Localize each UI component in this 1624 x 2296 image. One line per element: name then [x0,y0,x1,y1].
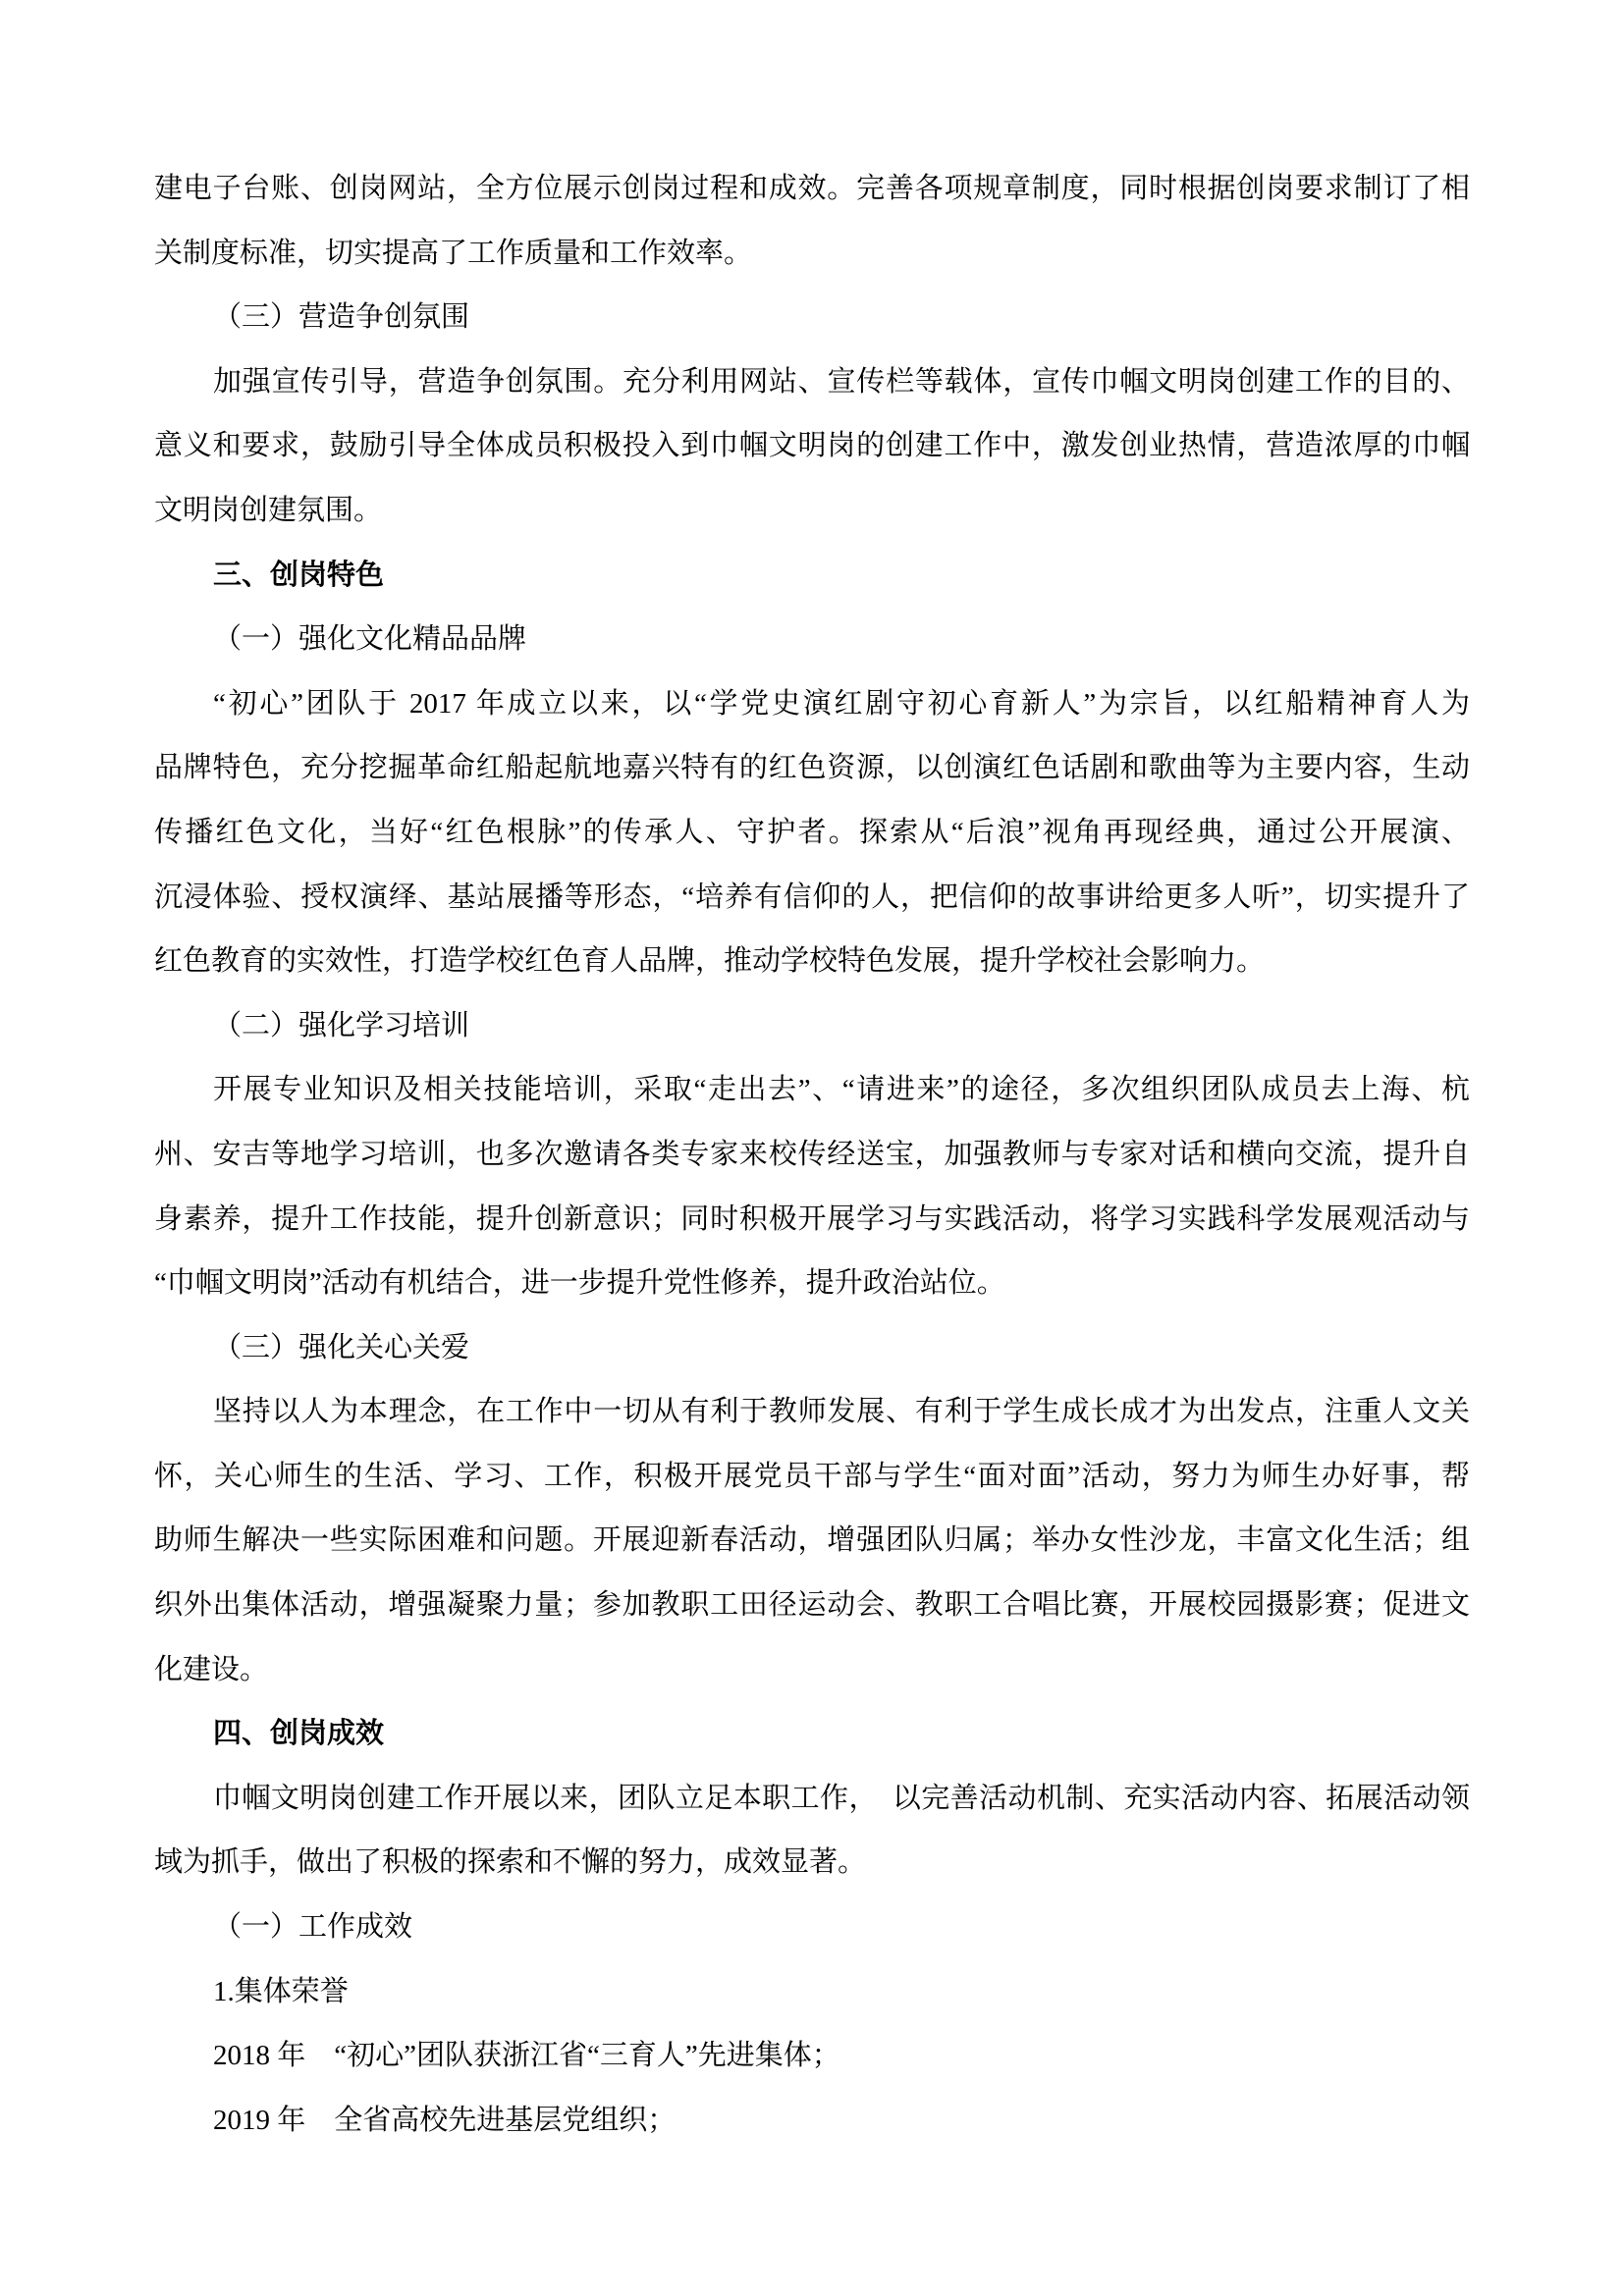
text-line: 2019 年 全省高校先进基层党组织； [213,2104,677,2136]
text-line: 巾帼文明岗创建工作开展以来，团队立足本职工作， 以完善活动机制、充实活动内容、拓展活动领 [213,1782,1470,1814]
text-line: （二）强化学习培训 [213,1009,470,1041]
text-line: 织外出集体活动，增强凝聚力量；参加教职工田径运动会、教职工合唱比赛，开展校园摄影赛；促进文 [154,1589,1470,1622]
text-line: 加强宣传引导，营造争创氛围。充分利用网站、宣传栏等载体，宣传巾帼文明岗创建工作的目的、 [213,365,1470,398]
text-line: 沉浸体验、授权演绎、基站展播等形态，“培养有信仰的人，把信仰的故事讲给更多人听”，切实提升了 [154,881,1470,913]
text-line: 品牌特色，充分挖掘革命红船起航地嘉兴特有的红色资源，以创演红色话剧和歌曲等为主要内容，生动 [154,752,1470,784]
text-line: （一）工作成效 [213,1911,413,1944]
text-line: 意义和要求，鼓励引导全体成员积极投入到巾帼文明岗的创建工作中，激发创业热情，营造浓厚的巾帼 [154,430,1470,462]
text-line: 三、创岗特色 [213,559,385,591]
text-line: 化建设。 [154,1653,269,1685]
text-line: 四、创岗成效 [213,1718,385,1750]
text-line: 州、安吉等地学习培训，也多次邀请各类专家来校传经送宝，加强教师与专家对话和横向交流，提升自 [154,1138,1470,1170]
text-line: （三）营造争创氛围 [213,301,470,334]
text-line: 开展专业知识及相关技能培训，采取“走出去”、“请进来”的途径，多次组织团队成员去上海、杭 [213,1074,1470,1106]
text-line: 传播红色文化，当好“红色根脉”的传承人、守护者。探索从“后浪”视角再现经典，通过公开展演、 [154,816,1470,848]
text-line: “初心”团队于 2017 年成立以来，以“学党史演红剧守初心育新人”为宗旨，以红船精神育人为 [213,687,1470,720]
text-line: 怀，关心师生的生活、学习、工作，积极开展党员干部与学生“面对面”活动，努力为师生办好事，帮 [154,1460,1470,1492]
text-line: （三）强化关心关爱 [213,1331,470,1363]
text-line: 域为抓手，做出了积极的探索和不懈的努力，成效显著。 [154,1846,867,1879]
text-line: 助师生解决一些实际困难和问题。开展迎新春活动，增强团队归属；举办女性沙龙，丰富文化生活；组 [154,1524,1470,1557]
text-line: 2018 年 “初心”团队获浙江省“三育人”先进集体； [213,2040,840,2072]
text-line: “巾帼文明岗”活动有机结合，进一步提升党性修养，提升政治站位。 [154,1267,1005,1300]
text-line: 坚持以人为本理念，在工作中一切从有利于教师发展、有利于学生成长成才为出发点，注重人文关 [213,1396,1470,1428]
text-line: 文明岗创建氛围。 [154,494,383,526]
document-body [154,157,1470,2153]
text-line: 红色教育的实效性，打造学校红色育人品牌，推动学校特色发展，提升学校社会影响力。 [154,945,1266,978]
text-line: 身素养，提升工作技能，提升创新意识；同时积极开展学习与实践活动，将学习实践科学发展观活动与 [154,1202,1470,1235]
text-line: （一）强化文化精品品牌 [213,623,527,656]
text-line: 关制度标准，切实提高了工作质量和工作效率。 [154,237,753,269]
text-line: 建电子台账、创岗网站，全方位展示创岗过程和成效。完善各项规章制度，同时根据创岗要求制订了相 [154,173,1470,204]
text-line: 1.集体荣誉 [213,1975,349,2007]
